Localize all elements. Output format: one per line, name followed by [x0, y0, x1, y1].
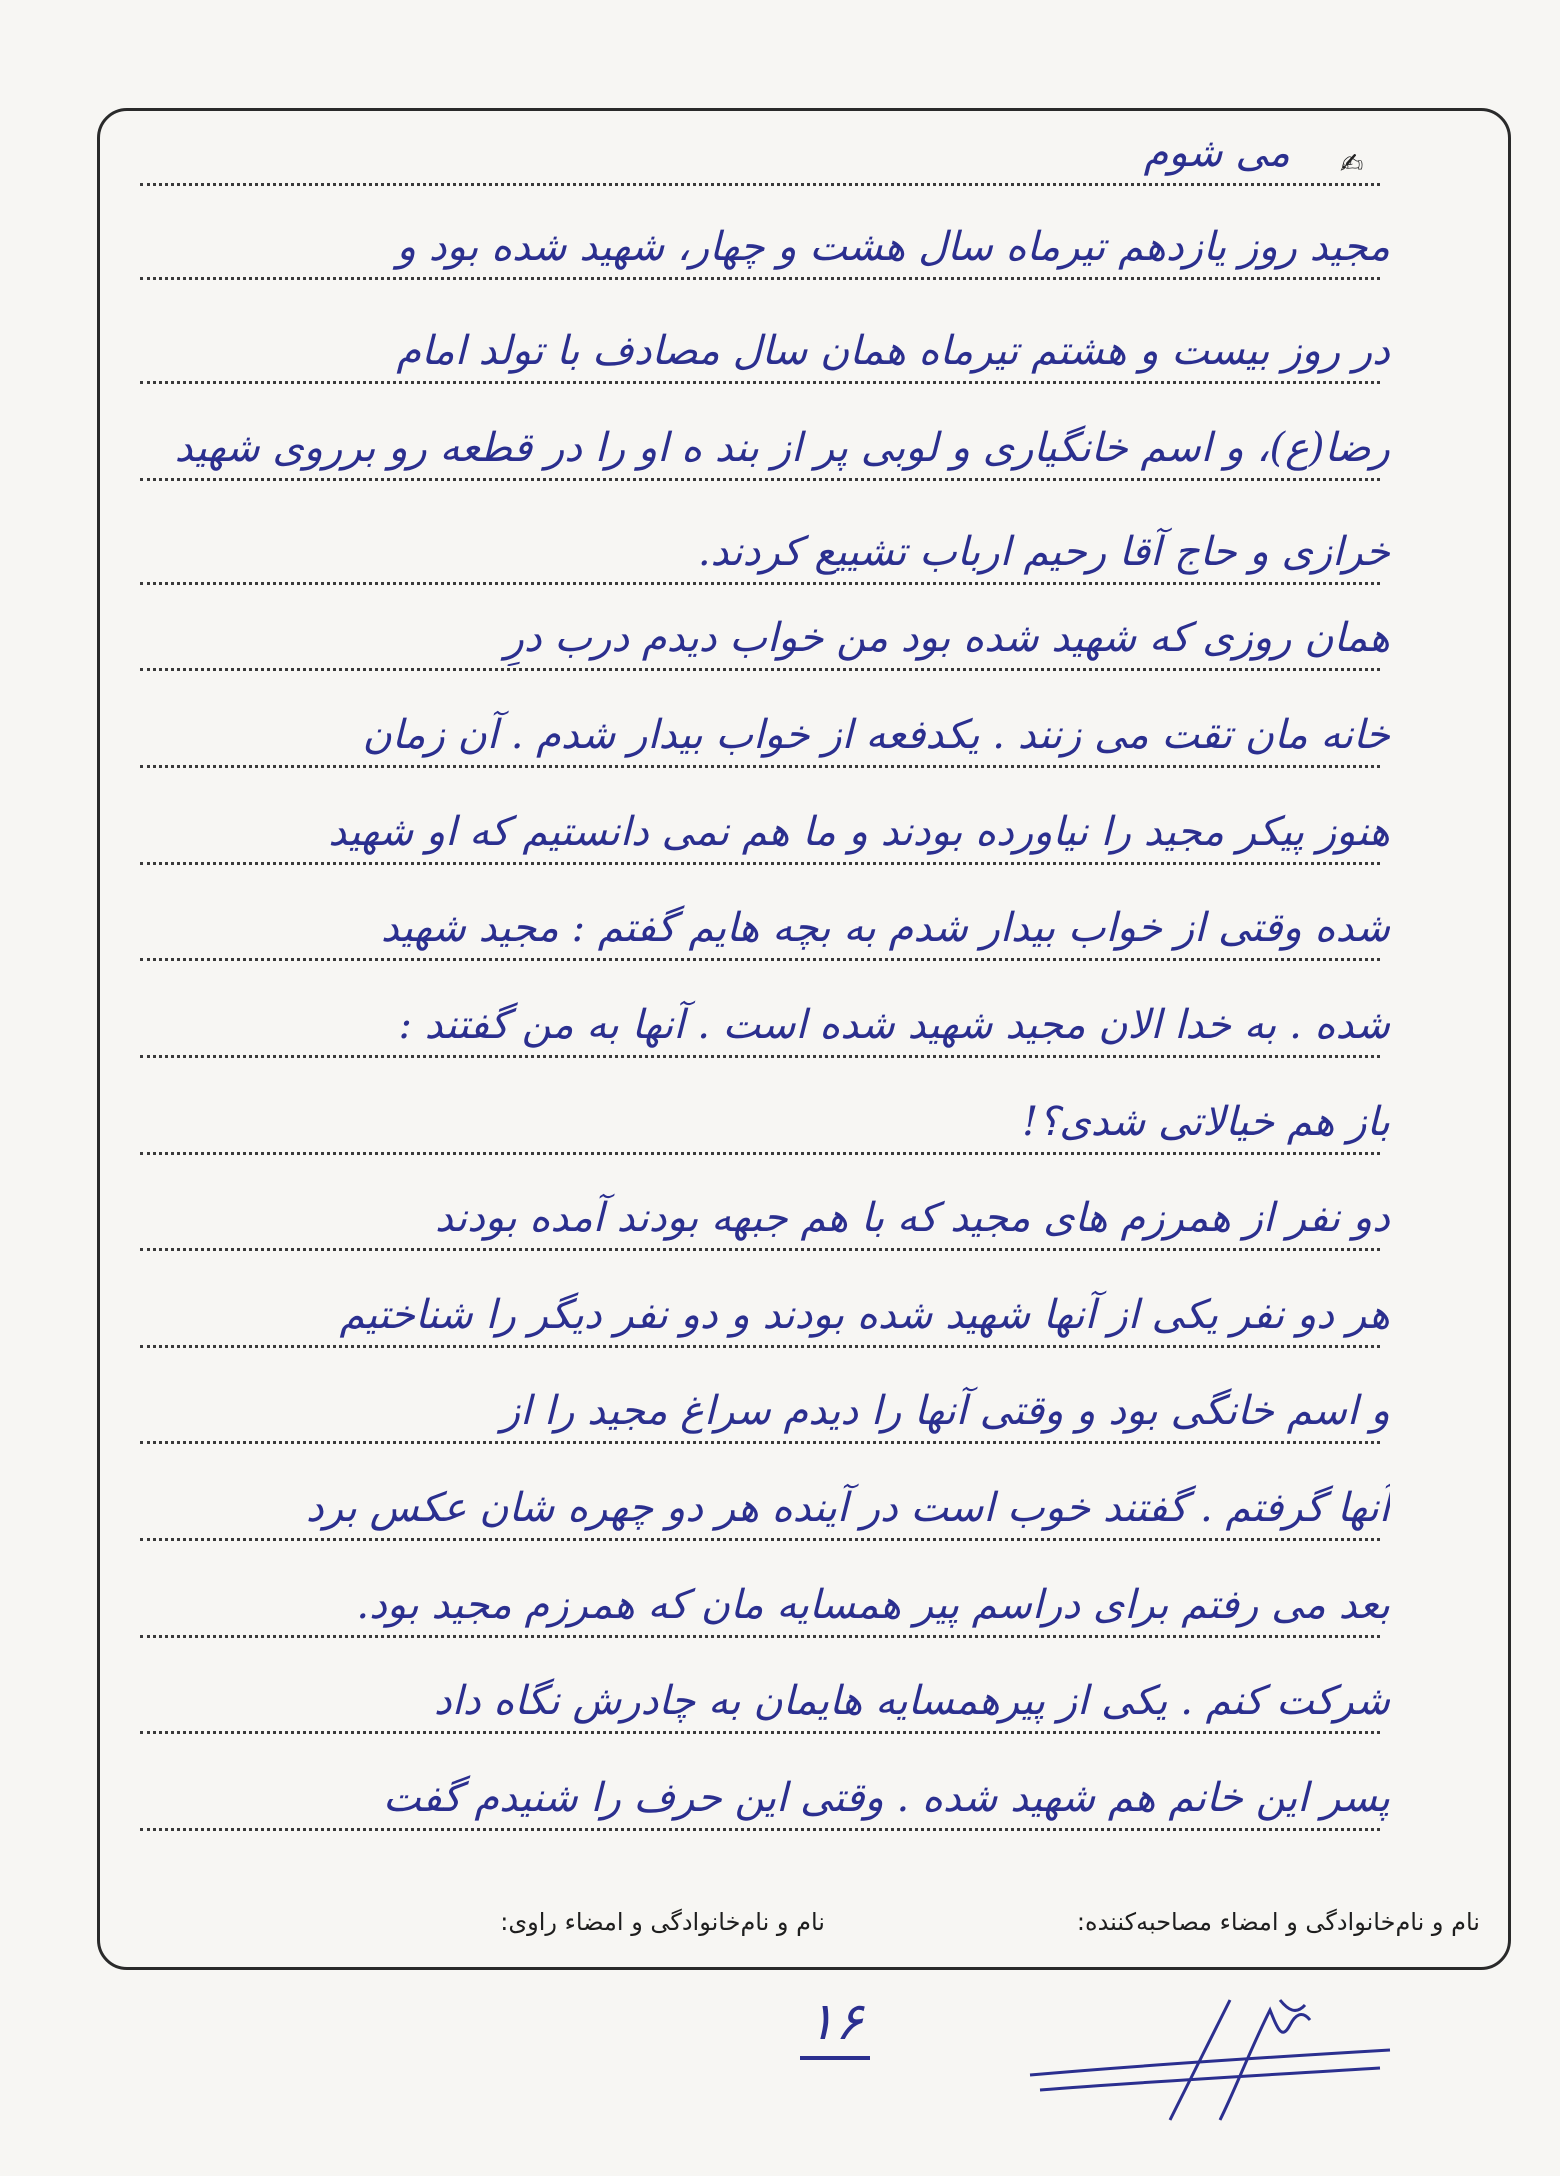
handwritten-line: خانه مان تقت می زنند . یکدفعه از خواب بیدار شدم . آن زمان [362, 712, 1390, 758]
handwritten-line: مجید روز یازدهم تیرماه سال هشت و چهار، شهید شده بود و [396, 224, 1390, 270]
interviewer-label: نام و نام‌خانوادگی و امضاء مصاحبه‌کننده: [1076, 1908, 1480, 1936]
handwritten-line: هنوز پیکر مجید را نیاورده بودند و ما هم نمی دانستیم که او شهید [328, 809, 1390, 855]
footer [140, 1908, 1480, 1948]
handwritten-line: در روز بیست و هشتم تیرماه همان سال مصادف با تولد امام [396, 328, 1390, 374]
handwritten-line: هر دو نفر یکی از آنها شهید شده بودند و دو نفر دیگر را شناختیم [339, 1292, 1390, 1338]
handwritten-line: بعد می رفتم برای دراسم پیر همسایه مان که همرزم مجید بود. [356, 1582, 1390, 1628]
handwritten-line: رضا(ع)، و اسم خانگیاری و لوبی پر از بند ه او را در قطعه رو برروی شهید [174, 425, 1390, 471]
handwritten-line: آنها گرفتم . گفتند خوب است در آینده هر دو چهره شان عکس برد [305, 1485, 1390, 1531]
page-number: ۱۶ [807, 1992, 863, 2052]
handwritten-text [130, 0, 1390, 2176]
narrator-label: نام و نام‌خانوادگی و امضاء راوی: [500, 1908, 825, 1936]
handwritten-line: شرکت کنم . یکی از پیرهمسایه هایمان به چادرش نگاه داد [433, 1678, 1390, 1724]
handwritten-line: شده . به خدا الان مجید شهید شده است . آنها به من گفتند : [398, 1002, 1390, 1048]
handwritten-line: همان روزی که شهید شده بود من خواب دیدم درب درِ [504, 615, 1390, 661]
handwritten-line: و اسم خانگی بود و وقتی آنها را دیدم سراغ مجید را از [500, 1388, 1390, 1434]
handwritten-line: شده وقتی از خواب بیدار شدم به بچه هایم گفتم : مجید شهید [380, 905, 1390, 951]
handwritten-line: خرازی و حاج آقا رحیم ارباب تشییع کردند. [697, 529, 1390, 575]
handwritten-line: پسر این خانم هم شهید شده . وقتی این حرف را شنیدم گفت [383, 1775, 1390, 1821]
page-number-underline [800, 2056, 870, 2060]
signature-icon [1020, 1980, 1400, 2130]
pen-icon: ✍ [1340, 147, 1364, 180]
handwritten-line: دو نفر از همرزم های مجید که با هم جبهه بودند آمده بودند [434, 1195, 1390, 1241]
handwritten-line: باز هم خیالاتی شدی؟! [1022, 1099, 1390, 1145]
handwritten-line: می شوم [1143, 130, 1290, 176]
